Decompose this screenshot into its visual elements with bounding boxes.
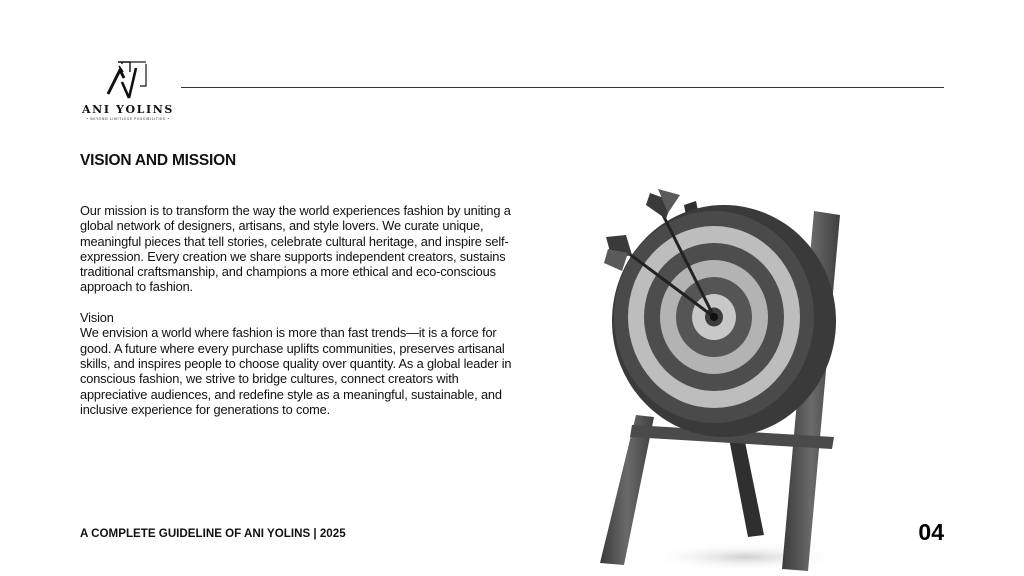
header-rule	[181, 87, 944, 88]
brand-tagline: • BEYOND LIMITLESS POSSIBILITIES •	[86, 117, 170, 121]
page-number: 04	[918, 519, 944, 545]
body-text	[80, 203, 520, 417]
vision-paragraph: We envision a world where fashion is more than fast trends—it is a force for good. A future where every purchase uplifts communities, preserves artisanal skills, and inspires people to choose quality over quantity. As a global leader in conscious fashion, we strive to bridge cultures, connect creators with appreciative audiences, and redefine style as a meaningful, sustainable, and inclusive experience for generations to come.	[80, 325, 512, 417]
brand-monogram-icon	[100, 60, 154, 100]
page-title: VISION AND MISSION	[80, 152, 237, 169]
footer-text: A COMPLETE GUIDELINE OF ANI YOLINS | 2025	[80, 527, 346, 540]
mission-paragraph: Our mission is to transform the way the world experiences fashion by uniting a global network of designers, artisans, and style lovers. We curate unique, meaningful pieces that tell stories, celebrate cultural heritage, and inspire self-expression. Every creation we share supports independent creators, sustains traditional craftsmanship, and champions a more ethical and eco-conscious approach to fashion.	[80, 203, 511, 295]
brand-name: ANI YOLINS	[82, 103, 174, 116]
archery-target-icon	[596, 185, 856, 576]
vision-heading: Vision	[80, 310, 114, 326]
brand-logo	[78, 60, 178, 122]
